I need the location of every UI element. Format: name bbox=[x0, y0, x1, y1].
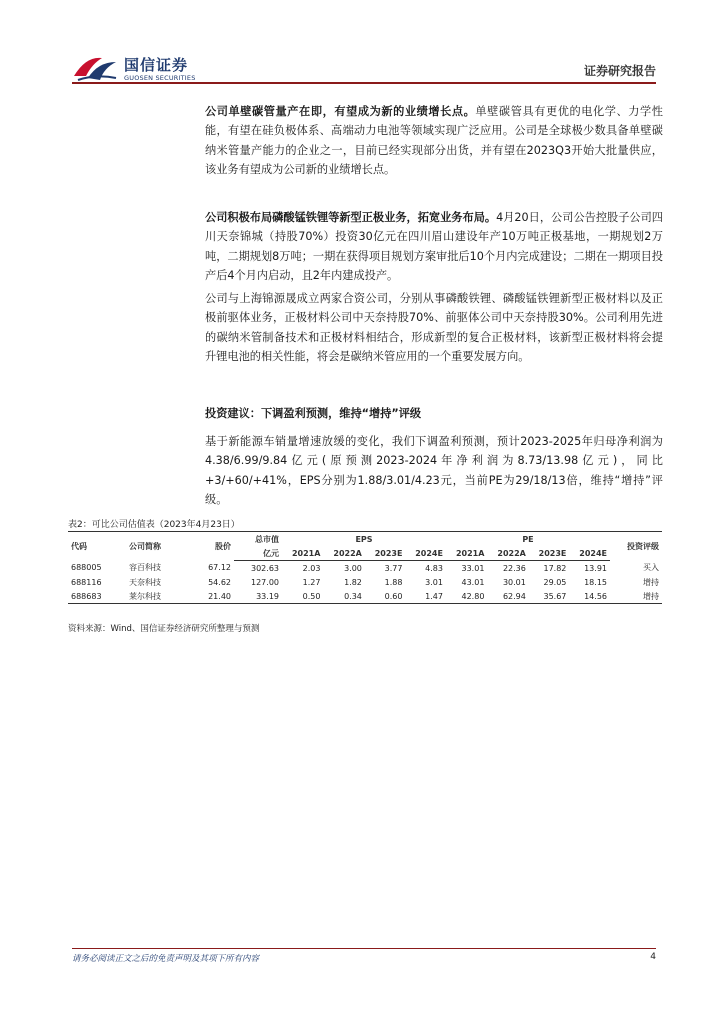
paragraph-joint-venture: 公司与上海锦源晟成立两家合资公司，分别从事磷酸铁锂、磷酸锰铁锂新型正极材料以及正极前驱体业务，正极材料公司中天奈持股70%、前驱体公司中天奈持股30%。公司利用先进的碳纳米管制备技术和正极材料相结合，形成新型的复合正极材料，该新型正极材料将会提升锂电池的相关性能，将会是碳纳米管应用的一个重要发展方向。 bbox=[205, 292, 663, 363]
footer-divider bbox=[72, 948, 656, 949]
cell-eps: 3.01 bbox=[425, 577, 443, 587]
cell-eps: 4.83 bbox=[425, 563, 443, 573]
investment-advice-title: 投资建议：下调盈利预测，维持“增持”评级 bbox=[205, 407, 422, 420]
page-header bbox=[0, 0, 724, 92]
cell-eps: 3.77 bbox=[384, 563, 403, 573]
year-header: 2023E bbox=[529, 546, 570, 561]
paragraph-cathode-layout bbox=[205, 208, 663, 285]
valuation-table bbox=[68, 531, 662, 604]
table-title: 表2：可比公司估值表（2023年4月23日） bbox=[68, 520, 240, 530]
cell-eps: 1.88 bbox=[384, 577, 403, 587]
page-number: 4 bbox=[650, 952, 656, 962]
p2-heading: 公司积极布局磷酸锰铁锂等新型正极业务，拓宽业务布局。 bbox=[205, 211, 497, 224]
col-mcap-header: 总市值 bbox=[234, 532, 282, 547]
logo-cn-text: 国信证券 bbox=[124, 56, 189, 74]
cell-code: 688683 bbox=[68, 589, 126, 604]
col-mcap-unit: 亿元 bbox=[234, 546, 282, 561]
paragraph-single-wall-cnt bbox=[205, 102, 663, 179]
cell-mcap: 127.00 bbox=[251, 577, 279, 587]
cell-eps: 0.60 bbox=[365, 589, 406, 604]
cell-pe: 17.82 bbox=[543, 563, 567, 573]
guosen-logo-icon bbox=[72, 52, 120, 84]
year-header: 2022A bbox=[323, 546, 364, 561]
cell-eps: 0.34 bbox=[323, 589, 364, 604]
table-row bbox=[68, 561, 662, 576]
eps-group-header: EPS bbox=[282, 532, 446, 547]
cell-name: 莱尔科技 bbox=[126, 589, 188, 604]
cell-rating: 增持 bbox=[610, 589, 662, 604]
year-header: 2024E bbox=[569, 546, 610, 561]
cell-price: 21.40 bbox=[188, 589, 234, 604]
year-header: 2022A bbox=[487, 546, 528, 561]
footer-disclaimer: 请务必阅读正文之后的免责声明及其项下所有内容 bbox=[72, 954, 260, 964]
cell-eps: 1.27 bbox=[302, 577, 321, 587]
year-header: 2021A bbox=[282, 546, 323, 561]
table-source: 资料来源：Wind、国信证券经济研究所整理与预测 bbox=[68, 624, 260, 634]
cell-pe: 22.36 bbox=[502, 563, 526, 573]
table-header-row-1 bbox=[68, 532, 662, 547]
year-header: 2024E bbox=[405, 546, 446, 561]
p2-text: 4月20日，公司公告控股子公司四川天奈锦城（持股70%）投资30亿元在四川眉山建设年产10万吨正极基地，一期规划2万吨，二期规划8万吨；一期在获得项目规划方案审批后10个月内完成建设；二期在一期项目投产后4个月内启动，且2年内建成投产。 bbox=[205, 211, 663, 282]
cell-pe: 43.01 bbox=[461, 577, 485, 587]
col-price-header: 股价 bbox=[188, 532, 234, 561]
cell-name: 容百科技 bbox=[129, 563, 161, 573]
cell-mcap: 33.19 bbox=[234, 589, 282, 604]
header-divider bbox=[72, 82, 656, 84]
cell-price: 67.12 bbox=[208, 563, 231, 573]
cell-pe: 13.91 bbox=[584, 563, 607, 573]
cell-mcap: 302.63 bbox=[251, 563, 279, 573]
cell-price: 54.62 bbox=[208, 577, 231, 587]
p1-heading: 公司单壁碳管量产在即，有望成为新的业绩增长点。 bbox=[205, 105, 476, 118]
col-name-header: 公司简称 bbox=[126, 532, 188, 561]
cell-eps: 3.00 bbox=[344, 563, 362, 573]
cell-pe: 35.67 bbox=[529, 589, 570, 604]
cell-code: 688116 bbox=[71, 577, 102, 587]
cell-pe: 29.05 bbox=[543, 577, 567, 587]
cell-pe: 30.01 bbox=[502, 577, 526, 587]
cell-rating: 买入 bbox=[643, 563, 659, 573]
cell-pe: 42.80 bbox=[446, 589, 487, 604]
cell-code: 688005 bbox=[71, 563, 102, 573]
year-header: 2023E bbox=[365, 546, 406, 561]
col-code-header: 代码 bbox=[68, 532, 126, 561]
cell-eps: 1.82 bbox=[344, 577, 362, 587]
cell-pe: 33.01 bbox=[461, 563, 485, 573]
cell-pe: 14.56 bbox=[569, 589, 610, 604]
p1-text: 单壁碳管具有更优的电化学、力学性能，有望在硅负极体系、高端动力电池等领域实现广泛应用。公司是全球极少数具备单壁碳纳米管量产能力的企业之一，目前已经实现部分出货，并有望在2023Q3开始大批量供应，该业务有望成为公司新的业绩增长点。 bbox=[205, 105, 663, 176]
logo-en-text: GUOSEN SECURITIES bbox=[124, 74, 196, 82]
company-logo bbox=[72, 52, 272, 86]
cell-eps: 2.03 bbox=[302, 563, 321, 573]
cell-pe: 18.15 bbox=[584, 577, 607, 587]
table-row bbox=[68, 589, 662, 604]
table-row bbox=[68, 575, 662, 589]
paragraph-investment-advice: 基于新能源车销量增速放缓的变化，我们下调盈利预测，预计2023-2025年归母净利润为4.38/6.99/9.84亿元(原预测2023-2024年净利润为8.73/13.98亿元)，同比+3/+60/+41%，EPS分别为1.88/3.01/4.23元，当前PE为29/18/13倍，维持“增持”评级。 bbox=[205, 435, 663, 506]
cell-eps: 0.50 bbox=[282, 589, 323, 604]
cell-pe: 62.94 bbox=[487, 589, 528, 604]
cell-rating: 增持 bbox=[643, 577, 659, 587]
cell-eps: 1.47 bbox=[405, 589, 446, 604]
col-rating-header: 投资评级 bbox=[610, 532, 662, 561]
cell-name: 天奈科技 bbox=[129, 577, 161, 587]
pe-group-header: PE bbox=[446, 532, 610, 547]
year-header: 2021A bbox=[446, 546, 487, 561]
report-type: 证券研究报告 bbox=[583, 64, 656, 78]
